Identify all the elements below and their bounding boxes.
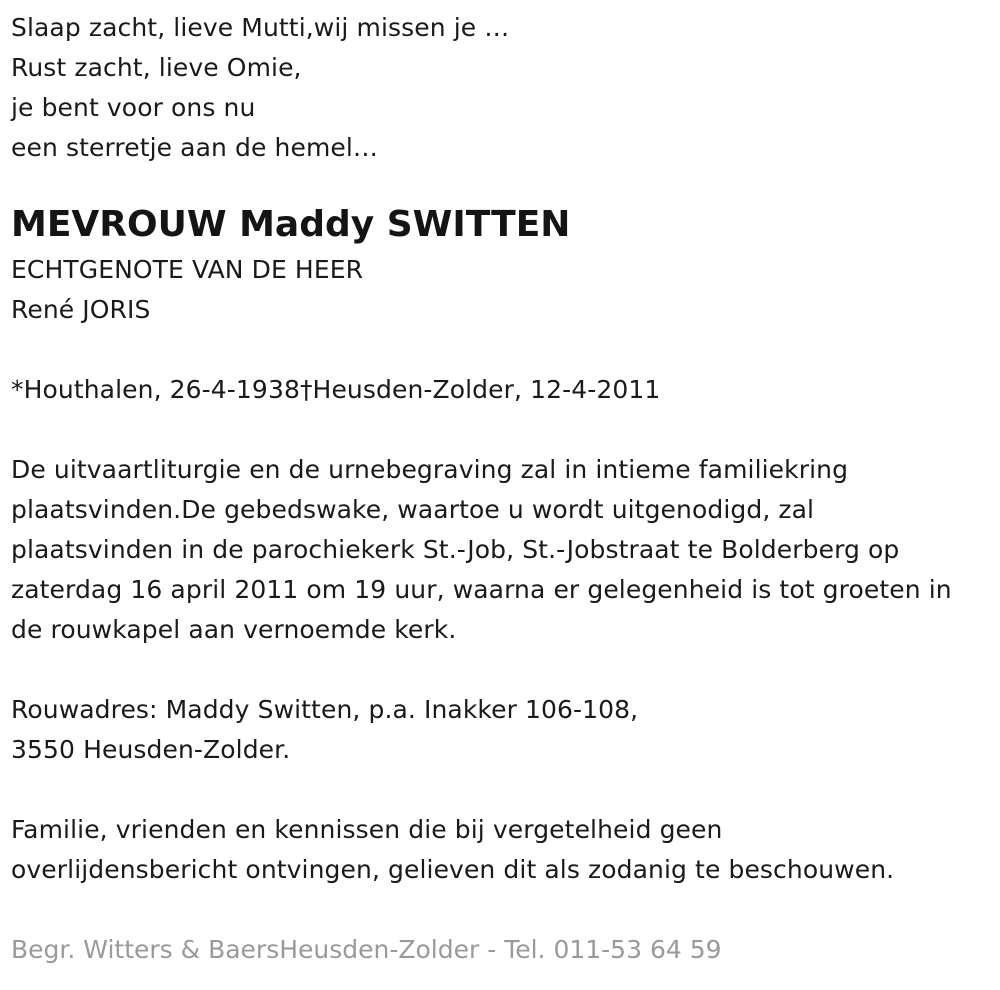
funeral-home-footer: Begr. Witters & BaersHeusden-Zolder - Tel. 011-53 64 59 [11, 935, 722, 964]
address-line: Rouwadres: Maddy Switten, p.a. Inakker 106-108, [11, 695, 639, 724]
spacer [11, 890, 1000, 930]
ceremony-block [11, 450, 1000, 650]
spacer [11, 410, 1000, 450]
poem-line: je bent voor ons nu [11, 93, 256, 122]
poem-line: Rust zacht, lieve Omie, [11, 53, 302, 82]
poem-line: een sterretje aan de hemel… [11, 133, 379, 162]
spacer [11, 330, 1000, 370]
deceased-name: MEVROUW Maddy SWITTEN [11, 204, 571, 245]
ceremony-line: De uitvaartliturgie en de urnebegraving zal in intieme familiekring [11, 455, 849, 484]
address-line: 3550 Heusden-Zolder. [11, 735, 291, 764]
notice-block [11, 810, 1000, 890]
spouse-name: René JORIS [11, 295, 151, 324]
poem-block [11, 8, 1000, 168]
notice-line: overlijdensbericht ontvingen, gelieven dit als zodanig te beschouwen. [11, 855, 895, 884]
spacer [11, 770, 1000, 810]
ceremony-line: plaatsvinden in de parochiekerk St.-Job, St.-Jobstraat te Bolderberg op [11, 535, 900, 564]
ceremony-line: de rouwkapel aan vernoemde kerk. [11, 615, 457, 644]
relation-line: ECHTGENOTE VAN DE HEER [11, 255, 364, 284]
poem-line: Slaap zacht, lieve Mutti,wij missen je … [11, 13, 510, 42]
ceremony-line: plaatsvinden.De gebedswake, waartoe u wordt uitgenodigd, zal [11, 495, 815, 524]
birth-death-dates: *Houthalen, 26-4-1938†Heusden-Zolder, 12-4-2011 [11, 375, 661, 404]
ceremony-line: zaterdag 16 april 2011 om 19 uur, waarna er gelegenheid is tot groeten in [11, 575, 952, 604]
notice-line: Familie, vrienden en kennissen die bij vergetelheid geen [11, 815, 723, 844]
spacer [11, 650, 1000, 690]
address-block [11, 690, 1000, 770]
